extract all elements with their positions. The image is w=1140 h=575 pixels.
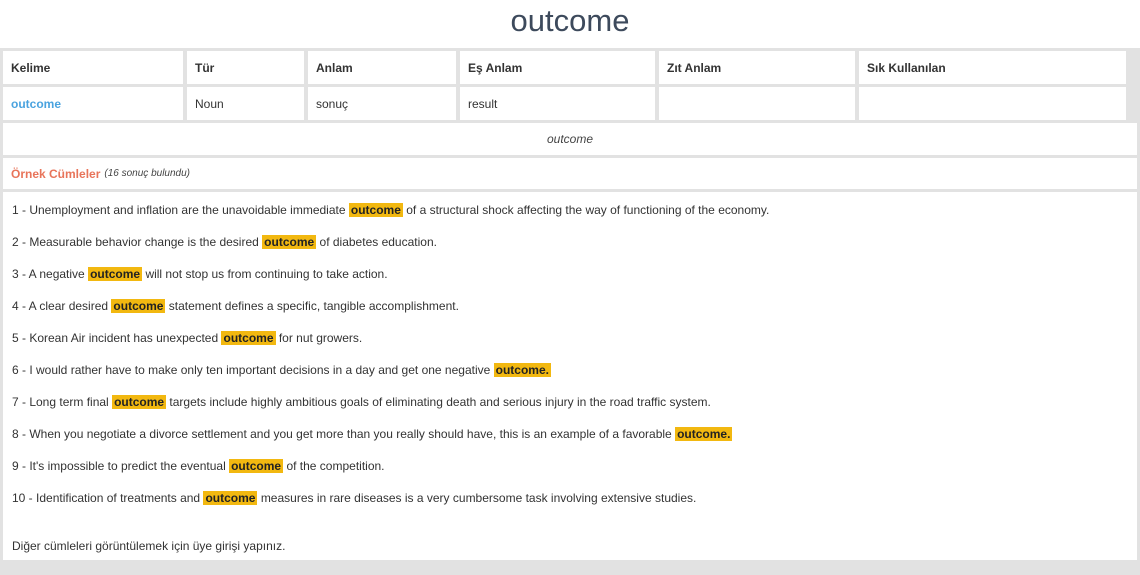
sentence-text: 1 - Unemployment and inflation are the unavoidable immediate <box>12 203 346 217</box>
examples-count: (16 sonuç bulundu) <box>104 168 190 179</box>
header-common: Sık Kullanılan <box>859 51 1126 84</box>
example-sentence <box>12 265 1128 297</box>
antonym-cell <box>659 87 855 120</box>
sentence-text-end: will not stop us from continuing to take action. <box>145 267 388 281</box>
word-cell <box>3 87 183 120</box>
example-sentence <box>12 425 1128 457</box>
sentence-text: 7 - Long term final <box>12 395 109 409</box>
header-word: Kelime <box>3 51 183 84</box>
example-sentence <box>12 361 1128 393</box>
synonym-cell: result <box>460 87 655 120</box>
highlighted-word: outcome <box>350 203 401 217</box>
example-sentences <box>3 192 1137 560</box>
example-sentence <box>12 489 1128 521</box>
sentence-text: 2 - Measurable behavior change is the desired <box>12 235 259 249</box>
sentence-text: 9 - It's impossible to predict the eventual <box>12 459 226 473</box>
highlighted-word: outcome <box>223 331 274 345</box>
examples-header <box>3 158 1137 189</box>
sentence-text-end: measures in rare diseases is a very cumbersome task involving extensive studies. <box>260 491 697 505</box>
example-sentence <box>12 233 1128 265</box>
examples-title: Örnek Cümleler <box>11 166 101 181</box>
sentence-text: 3 - A negative <box>12 267 85 281</box>
dictionary-panel <box>0 48 1140 575</box>
highlighted-word: outcome <box>90 267 141 281</box>
highlighted-word: outcome <box>264 235 315 249</box>
pronunciation-text: outcome <box>3 123 1137 155</box>
header-meaning: Anlam <box>308 51 456 84</box>
sentence-text: 5 - Korean Air incident has unexpected <box>12 331 219 345</box>
header-type: Tür <box>187 51 304 84</box>
sentence-text: 10 - Identification of treatments and <box>12 491 201 505</box>
example-sentence <box>12 297 1128 329</box>
header-synonym: Eş Anlam <box>460 51 655 84</box>
login-note: Diğer cümleleri görüntülemek için üye girişi yapınız. <box>12 539 286 553</box>
sentence-text-end: of the competition. <box>286 459 385 473</box>
highlighted-word: outcome <box>231 459 282 473</box>
sentence-text-end: statement defines a specific, tangible accomplishment. <box>168 299 459 313</box>
sentence-text-end: of diabetes education. <box>319 235 437 249</box>
sentence-text: 8 - When you negotiate a divorce settlement and you get more than you really should have, this is an example of a favorable <box>12 427 672 441</box>
highlighted-word: outcome. <box>677 427 731 441</box>
header-antonym: Zıt Anlam <box>659 51 855 84</box>
table-row <box>3 87 1137 120</box>
meaning-cell: sonuç <box>308 87 456 120</box>
sentence-text: 6 - I would rather have to make only ten important decisions in a day and get one negative <box>12 363 491 377</box>
example-sentence <box>12 329 1128 361</box>
highlighted-word: outcome <box>205 491 256 505</box>
sentence-text-end: targets include highly ambitious goals of eliminating death and serious injury in the road traffic system. <box>169 395 711 409</box>
highlighted-word: outcome. <box>495 363 549 377</box>
table-header-row <box>3 51 1137 84</box>
type-cell: Noun <box>187 87 304 120</box>
sentence-text-end: of a structural shock affecting the way of functioning of the economy. <box>406 203 770 217</box>
example-sentence <box>12 457 1128 489</box>
example-sentence <box>12 393 1128 425</box>
highlighted-word: outcome <box>113 299 164 313</box>
word-link[interactable]: outcome <box>11 96 62 111</box>
sentence-text: 4 - A clear desired <box>12 299 109 313</box>
common-cell <box>859 87 1126 120</box>
sentence-text-end: for nut growers. <box>278 331 363 345</box>
page-title: outcome <box>510 3 630 38</box>
example-sentence <box>12 201 1128 233</box>
highlighted-word: outcome <box>114 395 165 409</box>
